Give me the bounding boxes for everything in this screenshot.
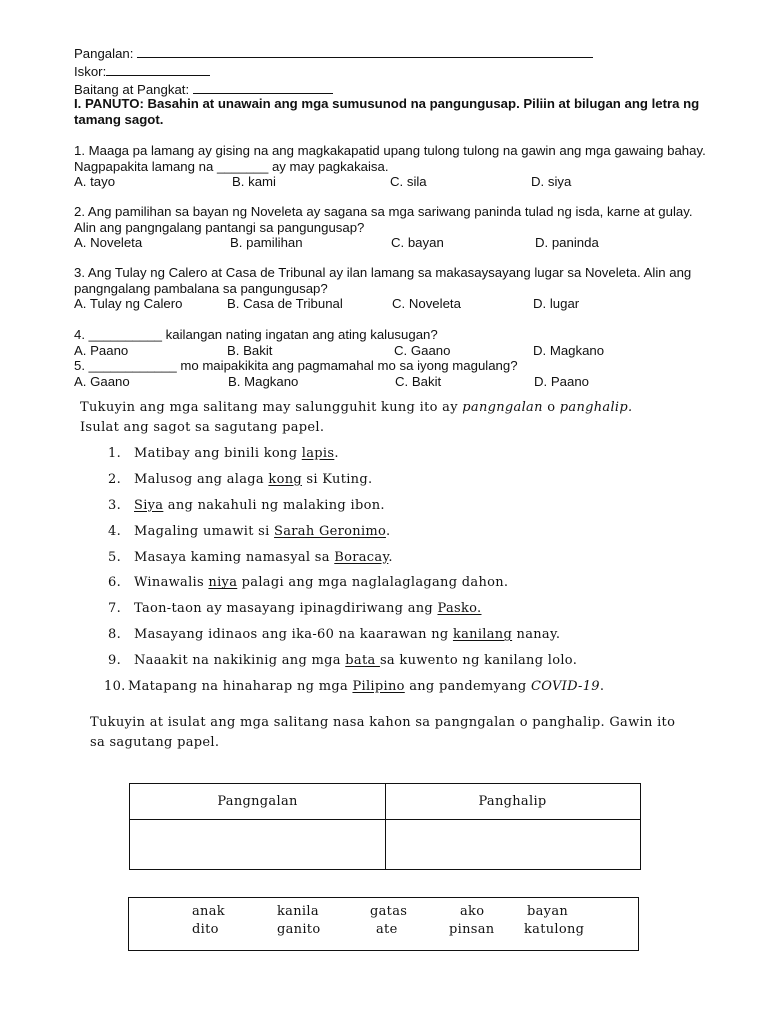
item-number: 9. bbox=[108, 653, 122, 669]
list-item bbox=[104, 679, 604, 705]
list-item bbox=[108, 524, 604, 550]
score-blank-line[interactable] bbox=[106, 62, 210, 76]
underlined-word: bata bbox=[345, 653, 380, 669]
item-text: Taon-taon ay masayang ipinagdiriwang ang bbox=[134, 601, 438, 617]
choices-row bbox=[74, 296, 714, 312]
item-text-end: . bbox=[334, 446, 339, 461]
section1-instruction: I. PANUTO: Basahin at unawain ang mga sumusunod na pangungusap. Piliin at bilugan ang letra ng tamang sagot. bbox=[74, 96, 700, 127]
item-text: Matapang na hinaharap ng mga bbox=[128, 679, 353, 695]
choice-c[interactable]: C. bayan bbox=[391, 235, 444, 251]
word: anak bbox=[192, 904, 225, 919]
underlined-word: Boracay bbox=[334, 549, 389, 565]
score-field bbox=[74, 62, 210, 80]
word: ako bbox=[460, 904, 485, 919]
item-text: Winawalis bbox=[134, 575, 209, 591]
underlined-word: Sarah Geronimo bbox=[274, 523, 386, 539]
choice-c[interactable]: C. Gaano bbox=[394, 342, 451, 358]
item-number: 7. bbox=[108, 601, 122, 617]
name-label: Pangalan: bbox=[74, 46, 134, 61]
section2-instruction-text: Tukuyin ang mga salitang may salungguhit kung ito ay bbox=[80, 400, 463, 415]
word: ate bbox=[376, 922, 398, 937]
choices-row bbox=[74, 374, 714, 390]
choice-d[interactable]: D. Paano bbox=[534, 373, 589, 389]
list-item bbox=[108, 446, 604, 472]
underlined-word: Pilipino bbox=[352, 679, 405, 695]
item-text: Masayang idinaos ang ika-60 na kaarawan ng bbox=[134, 627, 453, 643]
name-blank-line[interactable] bbox=[137, 44, 593, 58]
question-1 bbox=[74, 143, 714, 190]
answer-cell-panghalip[interactable] bbox=[387, 821, 640, 869]
choices-row bbox=[74, 235, 714, 251]
item-text: Malusog ang alaga bbox=[134, 471, 269, 487]
section3-instruction: Tukuyin at isulat ang mga salitang nasa kahon sa pangngalan o panghalip. Gawin ito sa sagutang papel. bbox=[90, 715, 676, 750]
item-text-mid: ang pandemyang bbox=[404, 679, 531, 695]
question-stem: 1. Maaga pa lamang ay gising na ang magkakapatid upang tulong tulong na gawin ang mga gawaing bahay. Nagpapakita lamang na _______ ay may pagkakaisa. bbox=[74, 143, 706, 174]
grade-section-field bbox=[74, 80, 333, 98]
choice-b[interactable]: B. kami bbox=[232, 174, 276, 190]
word: pinsan bbox=[449, 922, 495, 937]
section2-or: o bbox=[542, 400, 560, 415]
list-item bbox=[108, 627, 604, 653]
choice-b[interactable]: B. Bakit bbox=[227, 342, 273, 358]
term-pangngalan: pangngalan bbox=[462, 400, 543, 415]
word: ganito bbox=[277, 922, 321, 937]
item-text-end: . bbox=[388, 549, 393, 565]
item-text-end: palagi ang mga naglalaglagang dahon. bbox=[237, 575, 509, 591]
question-3 bbox=[74, 265, 714, 312]
grade-section-label: Baitang at Pangkat: bbox=[74, 82, 190, 97]
choice-a[interactable]: A. Tulay ng Calero bbox=[74, 296, 183, 312]
choice-d[interactable]: D. siya bbox=[531, 174, 572, 190]
item-number: 5. bbox=[108, 549, 122, 565]
list-item bbox=[108, 653, 604, 679]
choice-b[interactable]: B. pamilihan bbox=[230, 235, 303, 251]
underlined-word: lapis bbox=[301, 446, 335, 461]
item-text: Matibay ang binili kong bbox=[134, 446, 302, 461]
list-item bbox=[108, 575, 604, 601]
question-2 bbox=[74, 204, 714, 251]
underlined-word: Siya bbox=[134, 497, 164, 513]
choice-a[interactable]: A. Noveleta bbox=[74, 235, 143, 251]
question-5 bbox=[74, 358, 714, 390]
word-box bbox=[128, 897, 639, 951]
item-text-end: nanay. bbox=[512, 627, 561, 643]
grade-section-blank-line[interactable] bbox=[193, 80, 333, 94]
section2-instruction bbox=[80, 398, 700, 438]
list-item bbox=[108, 550, 604, 576]
choice-a[interactable]: A. Paano bbox=[74, 342, 129, 358]
list-item bbox=[108, 472, 604, 498]
table-header-panghalip: Panghalip bbox=[478, 794, 547, 809]
underlined-word: Pasko. bbox=[437, 601, 482, 617]
item-text-end: ang nakahuli ng malaking ibon. bbox=[163, 497, 385, 513]
choice-c[interactable]: C. sila bbox=[390, 174, 427, 190]
item-number: 6. bbox=[108, 575, 122, 591]
choice-d[interactable]: D. Magkano bbox=[533, 342, 605, 358]
item-text-end: . bbox=[599, 679, 605, 695]
item-text: Masaya kaming namasyal sa bbox=[134, 549, 335, 565]
choice-a[interactable]: A. tayo bbox=[74, 174, 116, 190]
answer-cell-pangngalan[interactable] bbox=[130, 821, 385, 869]
item-text-end: . bbox=[385, 523, 391, 539]
choice-d[interactable]: D. paninda bbox=[535, 235, 599, 251]
item-text: Naaakit na nakikinig ang mga bbox=[134, 653, 346, 669]
item-number: 3. bbox=[108, 497, 122, 513]
table-header-pangngalan: Pangngalan bbox=[217, 794, 298, 809]
answer-table bbox=[129, 783, 641, 870]
identification-list bbox=[104, 446, 605, 705]
item-text-end: sa kuwento ng kanilang lolo. bbox=[379, 653, 578, 669]
item-number: 10. bbox=[104, 679, 126, 695]
item-number: 8. bbox=[108, 627, 122, 643]
item-number: 2. bbox=[108, 471, 122, 487]
section2-instruction-line2: Isulat ang sagot sa sagutang papel. bbox=[80, 420, 325, 435]
name-field bbox=[74, 44, 593, 62]
choice-a[interactable]: A. Gaano bbox=[74, 373, 130, 389]
word: bayan bbox=[527, 904, 569, 919]
item-text: Magaling umawit si bbox=[134, 523, 275, 539]
item-number: 4. bbox=[108, 523, 122, 539]
covid-term: COVID-19 bbox=[530, 679, 600, 695]
underlined-word: kong bbox=[268, 471, 302, 487]
choice-c[interactable]: C. Noveleta bbox=[392, 296, 461, 312]
word: katulong bbox=[524, 922, 585, 937]
question-stem: 3. Ang Tulay ng Calero at Casa de Tribunal ay ilan lamang sa makasaysayang lugar sa Noveleta. Alin ang pangngalang pambalana sa pangungusap? bbox=[74, 265, 692, 296]
item-text-end: si Kuting. bbox=[302, 471, 373, 487]
score-label: Iskor: bbox=[74, 64, 107, 79]
word: gatas bbox=[370, 904, 408, 919]
choices-row bbox=[74, 174, 714, 190]
question-4 bbox=[74, 327, 714, 359]
item-number: 1. bbox=[108, 446, 122, 461]
choice-b[interactable]: B. Casa de Tribunal bbox=[227, 296, 343, 312]
question-stem: 5. ____________ mo maipakikita ang pagmamahal mo sa iyong magulang? bbox=[74, 358, 518, 373]
list-item bbox=[108, 601, 604, 627]
choices-row bbox=[74, 343, 714, 359]
underlined-word: kanilang bbox=[452, 627, 513, 643]
table-divider-vertical bbox=[385, 784, 386, 869]
choice-b[interactable]: B. Magkano bbox=[228, 373, 299, 389]
list-item bbox=[108, 498, 604, 524]
term-panghalip: panghalip. bbox=[559, 400, 633, 415]
word: dito bbox=[192, 922, 219, 937]
choice-d[interactable]: D. lugar bbox=[533, 296, 580, 312]
underlined-word: niya bbox=[208, 575, 238, 591]
word: kanila bbox=[277, 904, 319, 919]
choice-c[interactable]: C. Bakit bbox=[395, 373, 442, 389]
question-stem: 2. Ang pamilihan sa bayan ng Noveleta ay sagana sa mga sariwang paninda tulad ng isda, karne at gulay. Alin ang pangngalang pantangi sa pangungusap? bbox=[74, 204, 693, 235]
question-stem: 4. __________ kailangan nating ingatan ang ating kalusugan? bbox=[74, 327, 438, 342]
